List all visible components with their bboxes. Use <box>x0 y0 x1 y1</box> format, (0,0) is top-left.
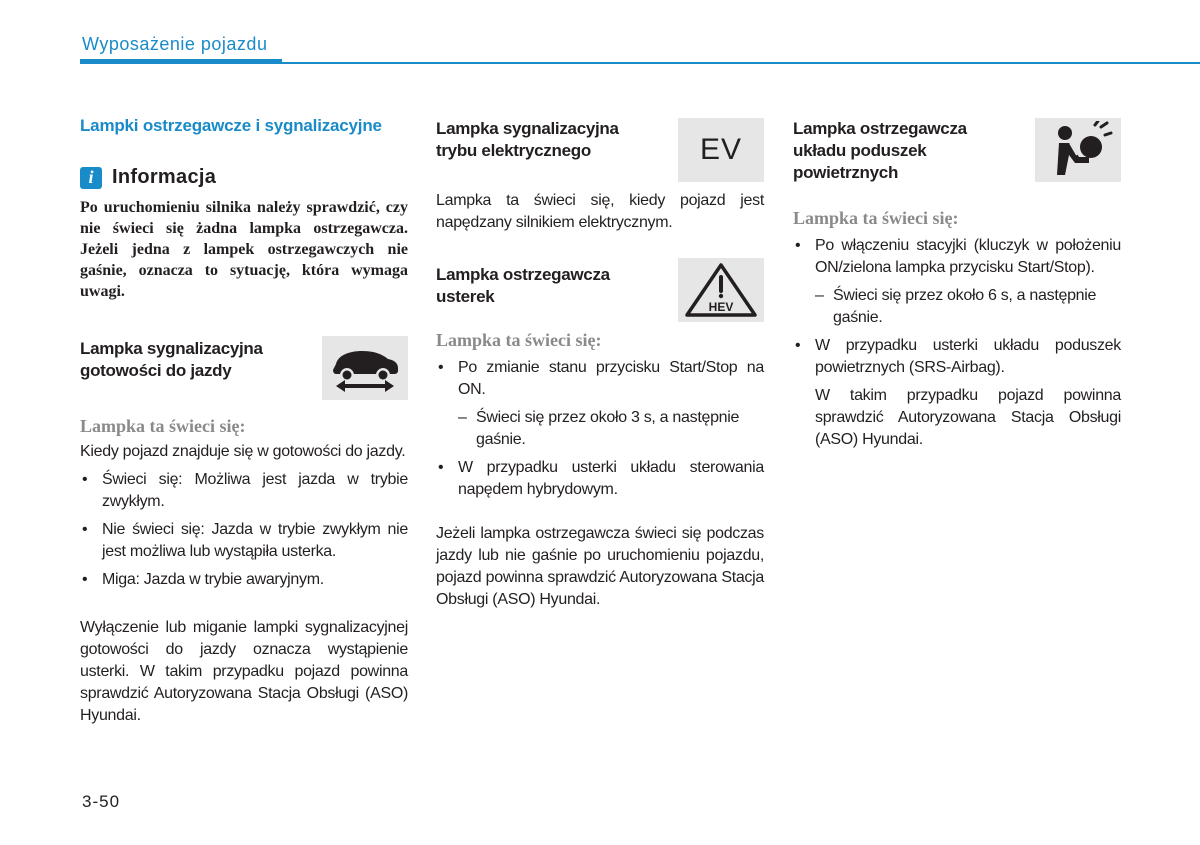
list-item: • Świeci się: Możliwa jest jazda w trybie zwykłym. <box>80 469 408 513</box>
airbag-bullets <box>793 235 1121 279</box>
ready-lamp-heading <box>80 336 408 400</box>
column-1 <box>80 116 408 727</box>
airbag-bullets-2 <box>793 335 1121 379</box>
ev-lamp-title-line-2: trybu elektrycznego <box>436 141 591 160</box>
header-rule-accent <box>80 59 282 64</box>
list-item: • W przypadku usterki układu poduszek powietrznych (SRS-Airbag). <box>793 335 1121 379</box>
info-heading <box>80 166 408 189</box>
ready-car-icon <box>322 336 408 400</box>
list-subitem: – Świeci się przez około 3 s, a następnie gaśnie. <box>436 407 764 451</box>
airbag-lamp-heading <box>793 118 1121 184</box>
hev-bullets <box>436 357 764 401</box>
list-item <box>436 357 764 401</box>
column-3 <box>793 118 1121 451</box>
airbag-lamp-title-line-3: powietrznych <box>793 163 899 182</box>
ready-lamp-title-line-1: Lampka sygnalizacyjna <box>80 339 263 358</box>
ev-icon-text: EV <box>699 133 743 166</box>
hev-lamp-title-line-2: usterek <box>436 287 495 306</box>
hev-lights-when: Lampka ta świeci się: <box>436 330 602 350</box>
page-number: 3-50 <box>82 792 121 811</box>
hev-closing: Jeżeli lampka ostrzegawcza świeci się podczas jazdy lub nie gaśnie po uruchomieniu pojazdu, pojazd powinna sprawdzić Autoryzowana Stacja Obsługi (ASO) Hyundai. <box>436 525 764 608</box>
list-subitem: – Świeci się przez około 6 s, a następnie gaśnie. <box>793 285 1121 329</box>
airbag-followup: W takim przypadku pojazd powinna sprawdzić Autoryzowana Stacja Obsługi (ASO) Hyundai. <box>815 387 1121 448</box>
airbag-lamp-title-line-2: układu poduszek <box>793 141 927 160</box>
list-item: • Miga: Jazda w trybie awaryjnym. <box>80 569 408 591</box>
ready-bullets <box>80 469 408 591</box>
ev-body: Lampka ta świeci się, kiedy pojazd jest napędzany silnikiem elektrycznym. <box>436 192 764 231</box>
hev-lamp-title-line-1: Lampka ostrzegawcza <box>436 265 610 284</box>
ready-lights-when: Lampka ta świeci się: <box>80 416 246 436</box>
hev-warning-icon <box>678 258 764 322</box>
list-item: • Nie świeci się: Jazda w trybie zwykłym nie jest możliwa lub wystąpiła usterka. <box>80 519 408 563</box>
ready-lamp-title <box>80 338 263 382</box>
ready-intro: Kiedy pojazd znajduje się w gotowości do jazdy. <box>80 443 406 460</box>
airbag-lamp-title-line-1: Lampka ostrzegawcza <box>793 119 967 138</box>
hev-icon-text: HEV <box>708 300 734 314</box>
info-body: Po uruchomieniu silnika należy sprawdzić, czy nie świeci się żadna lampka ostrzegawcza. Jeżeli jedna z lampek ostrzegawczych nie gaśnie, oznacza to sytuację, która wymaga uwagi. <box>80 199 408 300</box>
ev-icon <box>678 118 764 182</box>
ev-lamp-title <box>436 118 619 162</box>
column-2 <box>436 118 764 611</box>
list-item: • Po włączeniu stacyjki (kluczyk w położeniu ON/zielona lampka przycisku Start/Stop). <box>793 235 1121 279</box>
ready-lamp-title-line-2: gotowości do jazdy <box>80 361 232 380</box>
page-header-title: Wyposażenie pojazdu <box>82 34 268 54</box>
ready-closing: Wyłączenie lub miganie lampki sygnalizacyjnej gotowości do jazdy oznacza wystąpienie usterki. W takim przypadku pojazd powinna sprawdzić Autoryzowana Stacja Obsługi (ASO) Hyundai. <box>80 619 408 724</box>
airbag-lights-when: Lampka ta świeci się: <box>793 208 959 228</box>
info-title: Informacja <box>112 166 217 188</box>
airbag-lamp-title <box>793 118 967 184</box>
airbag-icon <box>1035 118 1121 182</box>
hev-lamp-title <box>436 264 610 308</box>
info-icon: i <box>80 167 102 189</box>
ev-lamp-heading <box>436 118 764 182</box>
hev-lamp-heading <box>436 258 764 322</box>
ev-lamp-title-line-1: Lampka sygnalizacyjna <box>436 119 619 138</box>
hev-bullets-2 <box>436 457 764 501</box>
section-title: Lampki ostrzegawcze i sygnalizacyjne <box>80 116 382 135</box>
list-item: • W przypadku usterki układu sterowania napędem hybrydowym. <box>436 457 764 501</box>
list-item-text: Po zmianie stanu przycisku Start/Stop na ON. <box>458 359 764 398</box>
